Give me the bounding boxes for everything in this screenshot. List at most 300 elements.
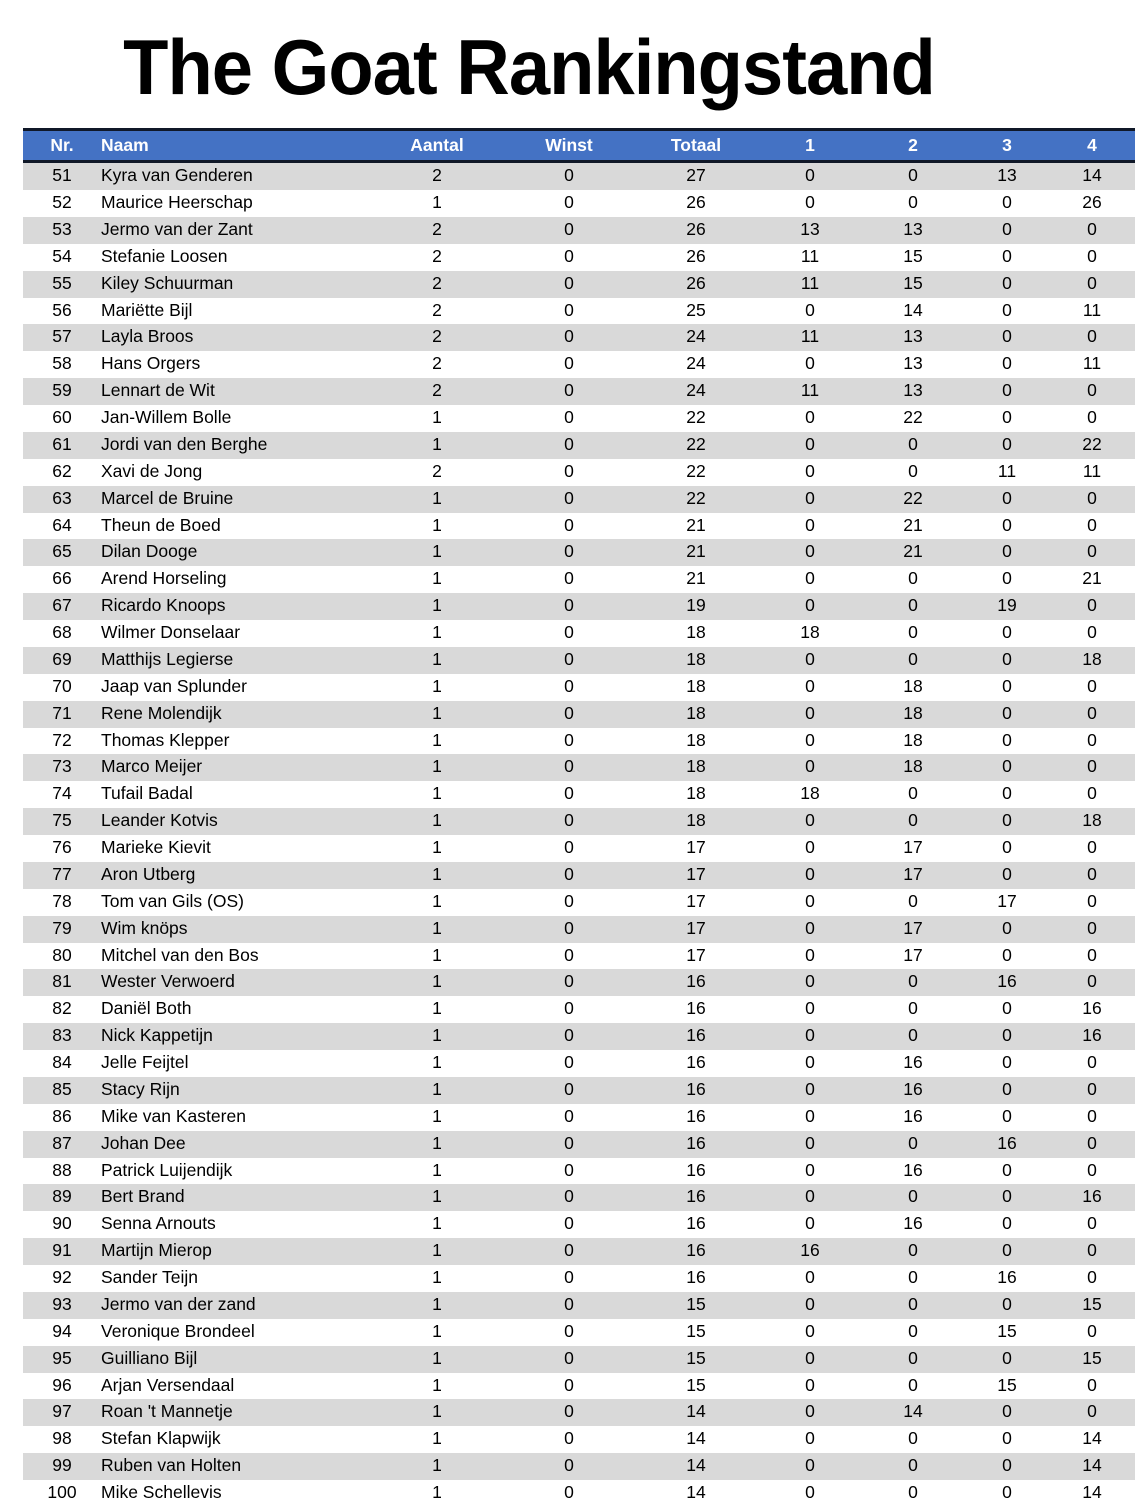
cell-nr: 94	[23, 1319, 101, 1346]
cell-p2: 17	[861, 916, 965, 943]
table-row[interactable]	[23, 1453, 1135, 1480]
cell-winst: 0	[505, 1346, 633, 1373]
table-row[interactable]	[23, 996, 1135, 1023]
cell-p2: 13	[861, 324, 965, 351]
column-header-totaal[interactable]: Totaal	[633, 130, 759, 162]
column-header-2[interactable]: 2	[861, 130, 965, 162]
table-row[interactable]	[23, 378, 1135, 405]
cell-aantal: 1	[369, 1453, 505, 1480]
cell-totaal: 18	[633, 728, 759, 755]
cell-p1: 0	[759, 889, 861, 916]
cell-p3: 16	[965, 969, 1049, 996]
cell-p4: 0	[1049, 969, 1135, 996]
cell-totaal: 19	[633, 593, 759, 620]
cell-p3: 0	[965, 728, 1049, 755]
cell-winst: 0	[505, 889, 633, 916]
cell-p1: 0	[759, 1158, 861, 1185]
cell-p1: 0	[759, 862, 861, 889]
cell-p2: 16	[861, 1211, 965, 1238]
cell-winst: 0	[505, 351, 633, 378]
table-row[interactable]	[23, 513, 1135, 540]
cell-winst: 0	[505, 539, 633, 566]
cell-winst: 0	[505, 781, 633, 808]
cell-aantal: 1	[369, 969, 505, 996]
cell-p1: 11	[759, 324, 861, 351]
cell-winst: 0	[505, 190, 633, 217]
cell-naam: Roan 't Mannetje	[101, 1399, 369, 1426]
cell-naam: Ruben van Holten	[101, 1453, 369, 1480]
cell-naam: Mike van Kasteren	[101, 1104, 369, 1131]
cell-p1: 0	[759, 1023, 861, 1050]
cell-totaal: 16	[633, 1050, 759, 1077]
cell-p4: 26	[1049, 190, 1135, 217]
cell-naam: Tom van Gils (OS)	[101, 889, 369, 916]
cell-naam: Mariëtte Bijl	[101, 298, 369, 325]
cell-p1: 16	[759, 1238, 861, 1265]
cell-nr: 85	[23, 1077, 101, 1104]
cell-totaal: 14	[633, 1480, 759, 1507]
table-header	[23, 130, 1135, 162]
cell-aantal: 1	[369, 1319, 505, 1346]
cell-totaal: 22	[633, 432, 759, 459]
cell-winst: 0	[505, 1480, 633, 1507]
cell-p1: 0	[759, 1104, 861, 1131]
cell-p4: 11	[1049, 351, 1135, 378]
cell-naam: Aron Utberg	[101, 862, 369, 889]
cell-naam: Wim knöps	[101, 916, 369, 943]
cell-naam: Stefan Klapwijk	[101, 1426, 369, 1453]
cell-aantal: 1	[369, 190, 505, 217]
cell-totaal: 21	[633, 566, 759, 593]
cell-naam: Stefanie Loosen	[101, 244, 369, 271]
cell-p2: 15	[861, 271, 965, 298]
cell-p1: 0	[759, 1319, 861, 1346]
cell-nr: 86	[23, 1104, 101, 1131]
table-row[interactable]	[23, 1426, 1135, 1453]
cell-p1: 0	[759, 835, 861, 862]
cell-p3: 0	[965, 808, 1049, 835]
cell-p2: 22	[861, 405, 965, 432]
table-row[interactable]	[23, 1265, 1135, 1292]
cell-p3: 11	[965, 459, 1049, 486]
cell-p4: 0	[1049, 1265, 1135, 1292]
cell-nr: 56	[23, 298, 101, 325]
table-row[interactable]	[23, 1319, 1135, 1346]
cell-p2: 0	[861, 1480, 965, 1507]
cell-naam: Tufail Badal	[101, 781, 369, 808]
cell-p3: 0	[965, 190, 1049, 217]
cell-p4: 0	[1049, 244, 1135, 271]
cell-naam: Matthijs Legierse	[101, 647, 369, 674]
cell-winst: 0	[505, 754, 633, 781]
cell-p1: 0	[759, 1346, 861, 1373]
cell-p3: 0	[965, 298, 1049, 325]
cell-p4: 14	[1049, 1453, 1135, 1480]
cell-nr: 74	[23, 781, 101, 808]
cell-totaal: 24	[633, 324, 759, 351]
table-row[interactable]	[23, 162, 1135, 190]
cell-p1: 0	[759, 969, 861, 996]
cell-winst: 0	[505, 728, 633, 755]
cell-p3: 16	[965, 1131, 1049, 1158]
cell-p3: 0	[965, 378, 1049, 405]
table-row[interactable]	[23, 244, 1135, 271]
cell-p3: 0	[965, 862, 1049, 889]
cell-naam: Leander Kotvis	[101, 808, 369, 835]
table-row[interactable]	[23, 190, 1135, 217]
cell-winst: 0	[505, 593, 633, 620]
table-row[interactable]	[23, 1050, 1135, 1077]
cell-naam: Jermo van der zand	[101, 1292, 369, 1319]
cell-winst: 0	[505, 1023, 633, 1050]
cell-naam: Senna Arnouts	[101, 1211, 369, 1238]
table-row[interactable]	[23, 916, 1135, 943]
table-row[interactable]	[23, 1211, 1135, 1238]
cell-aantal: 2	[369, 244, 505, 271]
cell-p4: 0	[1049, 754, 1135, 781]
cell-aantal: 1	[369, 754, 505, 781]
cell-p2: 0	[861, 566, 965, 593]
cell-naam: Johan Dee	[101, 1131, 369, 1158]
table-row[interactable]	[23, 1077, 1135, 1104]
table-row[interactable]	[23, 539, 1135, 566]
cell-p1: 0	[759, 1184, 861, 1211]
cell-p1: 0	[759, 1211, 861, 1238]
table-row[interactable]	[23, 754, 1135, 781]
table-row[interactable]	[23, 808, 1135, 835]
table-row[interactable]	[23, 1292, 1135, 1319]
cell-naam: Jordi van den Berghe	[101, 432, 369, 459]
cell-naam: Mike Schellevis	[101, 1480, 369, 1507]
table-row[interactable]	[23, 1023, 1135, 1050]
cell-totaal: 17	[633, 862, 759, 889]
cell-nr: 73	[23, 754, 101, 781]
cell-p3: 0	[965, 1023, 1049, 1050]
column-header-1[interactable]: 1	[759, 130, 861, 162]
cell-p1: 0	[759, 674, 861, 701]
cell-aantal: 1	[369, 1131, 505, 1158]
cell-nr: 68	[23, 620, 101, 647]
cell-nr: 55	[23, 271, 101, 298]
table-row[interactable]	[23, 432, 1135, 459]
cell-p1: 0	[759, 996, 861, 1023]
cell-naam: Wilmer Donselaar	[101, 620, 369, 647]
table-row[interactable]	[23, 593, 1135, 620]
cell-p2: 16	[861, 1104, 965, 1131]
cell-naam: Lennart de Wit	[101, 378, 369, 405]
table-row[interactable]	[23, 1346, 1135, 1373]
cell-p4: 0	[1049, 1211, 1135, 1238]
cell-naam: Daniël Both	[101, 996, 369, 1023]
cell-winst: 0	[505, 1211, 633, 1238]
cell-naam: Guilliano Bijl	[101, 1346, 369, 1373]
cell-p2: 0	[861, 459, 965, 486]
cell-p4: 0	[1049, 405, 1135, 432]
cell-naam: Sander Teijn	[101, 1265, 369, 1292]
cell-totaal: 14	[633, 1426, 759, 1453]
cell-naam: Jermo van der Zant	[101, 217, 369, 244]
cell-naam: Jaap van Splunder	[101, 674, 369, 701]
cell-winst: 0	[505, 244, 633, 271]
cell-p2: 16	[861, 1050, 965, 1077]
cell-winst: 0	[505, 1373, 633, 1400]
table-row[interactable]	[23, 728, 1135, 755]
table-row[interactable]	[23, 298, 1135, 325]
cell-totaal: 18	[633, 647, 759, 674]
cell-p2: 0	[861, 432, 965, 459]
cell-p4: 11	[1049, 298, 1135, 325]
cell-p4: 0	[1049, 1399, 1135, 1426]
cell-p2: 0	[861, 1265, 965, 1292]
cell-p4: 0	[1049, 1238, 1135, 1265]
cell-p3: 0	[965, 539, 1049, 566]
column-header-naam[interactable]: Naam	[101, 130, 369, 162]
page-title: The Goat Rankingstand	[123, 23, 935, 111]
cell-naam: Maurice Heerschap	[101, 190, 369, 217]
cell-p1: 0	[759, 1426, 861, 1453]
cell-naam: Hans Orgers	[101, 351, 369, 378]
cell-totaal: 18	[633, 674, 759, 701]
cell-p1: 0	[759, 1265, 861, 1292]
cell-winst: 0	[505, 1158, 633, 1185]
cell-winst: 0	[505, 969, 633, 996]
cell-naam: Marco Meijer	[101, 754, 369, 781]
cell-p2: 18	[861, 701, 965, 728]
cell-winst: 0	[505, 862, 633, 889]
column-header-winst[interactable]: Winst	[505, 130, 633, 162]
cell-totaal: 18	[633, 701, 759, 728]
cell-p4: 16	[1049, 1184, 1135, 1211]
table-row[interactable]	[23, 1131, 1135, 1158]
cell-nr: 83	[23, 1023, 101, 1050]
cell-naam: Rene Molendijk	[101, 701, 369, 728]
cell-nr: 53	[23, 217, 101, 244]
table-row[interactable]	[23, 701, 1135, 728]
cell-p2: 0	[861, 1346, 965, 1373]
cell-p3: 0	[965, 1480, 1049, 1507]
table-row[interactable]	[23, 1104, 1135, 1131]
cell-p2: 18	[861, 754, 965, 781]
cell-p4: 0	[1049, 728, 1135, 755]
cell-p2: 13	[861, 378, 965, 405]
cell-p3: 0	[965, 754, 1049, 781]
cell-p2: 0	[861, 781, 965, 808]
cell-winst: 0	[505, 701, 633, 728]
cell-p2: 0	[861, 1238, 965, 1265]
cell-winst: 0	[505, 162, 633, 190]
table-row[interactable]	[23, 1158, 1135, 1185]
cell-aantal: 2	[369, 162, 505, 190]
cell-aantal: 1	[369, 1077, 505, 1104]
cell-p3: 0	[965, 1346, 1049, 1373]
cell-p4: 0	[1049, 513, 1135, 540]
cell-p1: 0	[759, 190, 861, 217]
cell-p3: 0	[965, 324, 1049, 351]
table-row[interactable]	[23, 217, 1135, 244]
table-row[interactable]	[23, 1184, 1135, 1211]
cell-winst: 0	[505, 1184, 633, 1211]
table-row[interactable]	[23, 943, 1135, 970]
cell-naam: Thomas Klepper	[101, 728, 369, 755]
cell-winst: 0	[505, 486, 633, 513]
cell-nr: 87	[23, 1131, 101, 1158]
cell-p3: 0	[965, 701, 1049, 728]
cell-aantal: 1	[369, 1292, 505, 1319]
cell-aantal: 2	[369, 378, 505, 405]
table-row[interactable]	[23, 674, 1135, 701]
cell-p4: 14	[1049, 162, 1135, 190]
cell-p1: 0	[759, 593, 861, 620]
cell-p4: 0	[1049, 486, 1135, 513]
cell-totaal: 16	[633, 1023, 759, 1050]
cell-aantal: 1	[369, 486, 505, 513]
cell-naam: Wester Verwoerd	[101, 969, 369, 996]
table-row[interactable]	[23, 647, 1135, 674]
cell-p3: 0	[965, 916, 1049, 943]
cell-p1: 0	[759, 647, 861, 674]
cell-winst: 0	[505, 1399, 633, 1426]
cell-naam: Kiley Schuurman	[101, 271, 369, 298]
cell-aantal: 2	[369, 351, 505, 378]
cell-nr: 62	[23, 459, 101, 486]
table-row[interactable]	[23, 566, 1135, 593]
cell-aantal: 2	[369, 459, 505, 486]
column-header-3[interactable]: 3	[965, 130, 1049, 162]
cell-nr: 79	[23, 916, 101, 943]
table-row[interactable]	[23, 1480, 1135, 1507]
cell-totaal: 26	[633, 217, 759, 244]
cell-p3: 15	[965, 1373, 1049, 1400]
table-row[interactable]	[23, 1399, 1135, 1426]
cell-naam: Mitchel van den Bos	[101, 943, 369, 970]
cell-winst: 0	[505, 808, 633, 835]
cell-aantal: 2	[369, 217, 505, 244]
cell-p1: 11	[759, 378, 861, 405]
table-row[interactable]	[23, 620, 1135, 647]
table-row[interactable]	[23, 1238, 1135, 1265]
cell-totaal: 26	[633, 190, 759, 217]
cell-nr: 97	[23, 1399, 101, 1426]
cell-p2: 0	[861, 969, 965, 996]
table-row[interactable]	[23, 969, 1135, 996]
cell-totaal: 26	[633, 271, 759, 298]
cell-aantal: 1	[369, 1104, 505, 1131]
cell-nr: 72	[23, 728, 101, 755]
cell-p3: 0	[965, 271, 1049, 298]
cell-totaal: 15	[633, 1373, 759, 1400]
cell-p2: 17	[861, 862, 965, 889]
cell-naam: Marieke Kievit	[101, 835, 369, 862]
cell-nr: 92	[23, 1265, 101, 1292]
cell-winst: 0	[505, 1426, 633, 1453]
cell-aantal: 1	[369, 1426, 505, 1453]
cell-p4: 0	[1049, 378, 1135, 405]
cell-totaal: 18	[633, 808, 759, 835]
table-row[interactable]	[23, 862, 1135, 889]
column-header-aantal[interactable]: Aantal	[369, 130, 505, 162]
cell-p4: 14	[1049, 1480, 1135, 1507]
cell-nr: 90	[23, 1211, 101, 1238]
cell-p1: 0	[759, 432, 861, 459]
cell-totaal: 15	[633, 1346, 759, 1373]
cell-nr: 96	[23, 1373, 101, 1400]
cell-totaal: 16	[633, 1238, 759, 1265]
cell-naam: Jan-Willem Bolle	[101, 405, 369, 432]
cell-nr: 100	[23, 1480, 101, 1507]
cell-nr: 58	[23, 351, 101, 378]
cell-totaal: 16	[633, 1131, 759, 1158]
cell-totaal: 18	[633, 620, 759, 647]
table-row[interactable]	[23, 1373, 1135, 1400]
cell-nr: 54	[23, 244, 101, 271]
cell-p1: 18	[759, 781, 861, 808]
cell-winst: 0	[505, 1265, 633, 1292]
cell-p4: 0	[1049, 674, 1135, 701]
cell-aantal: 1	[369, 996, 505, 1023]
table-row[interactable]	[23, 889, 1135, 916]
cell-p2: 0	[861, 593, 965, 620]
cell-naam: Kyra van Genderen	[101, 162, 369, 190]
cell-p4: 0	[1049, 943, 1135, 970]
table-row[interactable]	[23, 405, 1135, 432]
table-row[interactable]	[23, 324, 1135, 351]
table-row[interactable]	[23, 781, 1135, 808]
cell-p3: 0	[965, 351, 1049, 378]
cell-aantal: 1	[369, 1238, 505, 1265]
table-row[interactable]	[23, 835, 1135, 862]
cell-totaal: 15	[633, 1292, 759, 1319]
cell-p4: 21	[1049, 566, 1135, 593]
cell-aantal: 1	[369, 943, 505, 970]
cell-p2: 0	[861, 1184, 965, 1211]
table-row[interactable]	[23, 271, 1135, 298]
cell-naam: Ricardo Knoops	[101, 593, 369, 620]
cell-p1: 0	[759, 701, 861, 728]
table-row[interactable]	[23, 459, 1135, 486]
cell-aantal: 1	[369, 781, 505, 808]
cell-p4: 14	[1049, 1426, 1135, 1453]
cell-p1: 0	[759, 566, 861, 593]
cell-p2: 22	[861, 486, 965, 513]
cell-p1: 0	[759, 486, 861, 513]
cell-p1: 0	[759, 351, 861, 378]
column-header-4[interactable]: 4	[1049, 130, 1135, 162]
cell-p3: 0	[965, 835, 1049, 862]
cell-aantal: 1	[369, 566, 505, 593]
table-row[interactable]	[23, 351, 1135, 378]
table-body	[23, 162, 1135, 1507]
cell-nr: 78	[23, 889, 101, 916]
cell-totaal: 21	[633, 513, 759, 540]
cell-p1: 13	[759, 217, 861, 244]
column-header-nr[interactable]: Nr.	[23, 130, 101, 162]
cell-aantal: 1	[369, 728, 505, 755]
cell-p1: 0	[759, 1292, 861, 1319]
cell-p3: 0	[965, 1399, 1049, 1426]
cell-aantal: 1	[369, 405, 505, 432]
table-row[interactable]	[23, 486, 1135, 513]
cell-totaal: 22	[633, 459, 759, 486]
cell-p3: 16	[965, 1265, 1049, 1292]
cell-totaal: 16	[633, 1211, 759, 1238]
cell-nr: 81	[23, 969, 101, 996]
cell-p3: 0	[965, 513, 1049, 540]
cell-p2: 16	[861, 1077, 965, 1104]
cell-nr: 66	[23, 566, 101, 593]
cell-winst: 0	[505, 513, 633, 540]
cell-p2: 0	[861, 1319, 965, 1346]
cell-naam: Marcel de Bruine	[101, 486, 369, 513]
